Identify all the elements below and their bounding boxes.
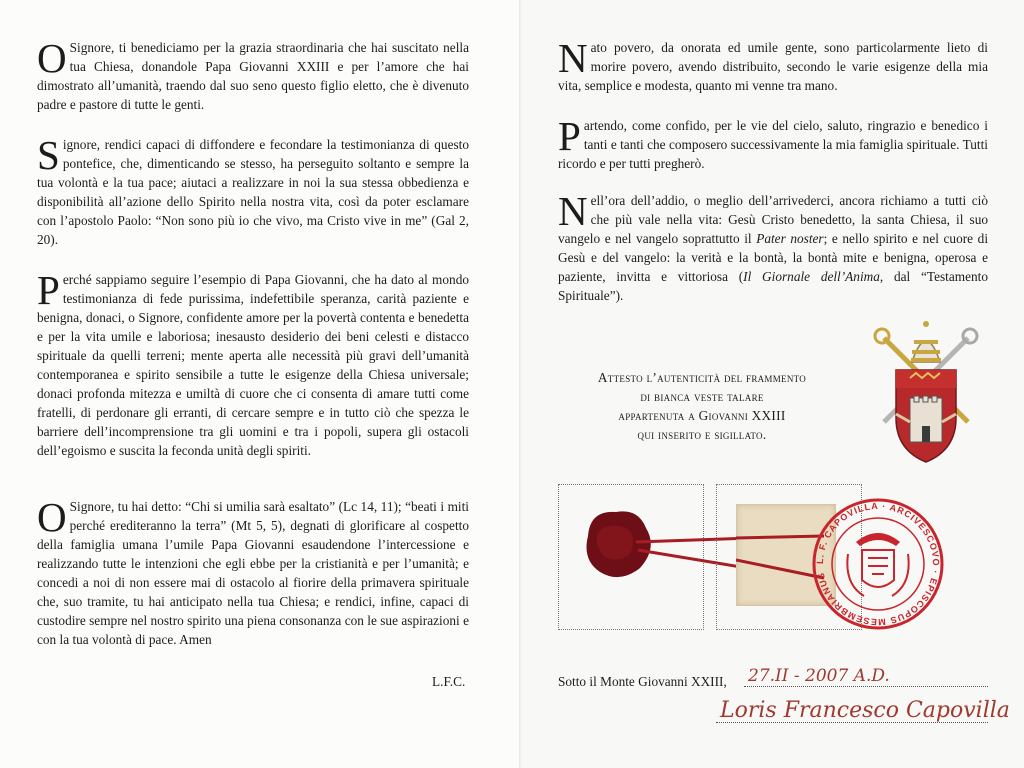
prayer-paragraph-3 <box>37 267 469 460</box>
author-initials: L.F.C. <box>432 674 466 689</box>
italic-title: Il Giornale dell’Anima <box>743 269 880 284</box>
testament-paragraph-2 <box>558 113 988 173</box>
drop-cap: N <box>558 35 588 81</box>
paragraph-text: artendo, come confido, per le vie del cielo, saluto, ringrazio e benedico i tanti e tanti che composero successivamente la mia famiglia spirituale. Tutti ricordo e per tutti pregherò. <box>558 118 988 171</box>
place-label: Sotto il Monte Giovanni XXIII, <box>558 674 727 689</box>
paragraph-text: ignore, rendici capaci di diffondere e fecondare la testimonianza di questo pontefice, che, dimenticando se stesso, ha perseguito soltanto e sempre la tua volontà e la tua pace; aiutaci a realizzare in noi la sua stessa obbedienza e disponibilità all’azione dello Spirito nella nostra vita, così da poter esclamare con l’apostolo Paolo: “Non sono più io che vivo, ma Cristo vive in me” (Gal 2, 20). <box>37 137 469 247</box>
drop-cap: O <box>37 494 67 540</box>
date-line <box>744 686 988 687</box>
official-stamp-icon <box>808 494 948 634</box>
drop-cap: O <box>37 35 67 81</box>
testament-paragraph-3 <box>558 188 989 305</box>
stamp-text: L. F. CAPOVILLA · ARCIVESCOVO · EPISCOPUS MESEMBRIANUS <box>814 500 942 628</box>
attest-line: di bianca veste talare <box>640 389 764 404</box>
drop-cap: P <box>37 267 60 313</box>
italic-title: Pater noster <box>756 231 824 246</box>
drop-cap: P <box>558 113 581 159</box>
attest-line: Attesto l’autenticità del frammento <box>597 370 807 385</box>
drop-cap: N <box>558 188 588 234</box>
page-fold <box>519 0 521 768</box>
testament-paragraph-1 <box>558 35 988 95</box>
paragraph-text: ; e nello spirito e nel cuore di Gesù e del vangelo: la verità e la bontà, la bontà mite e benigna, operosa e paziente, invitta e vittoriosa ( <box>558 231 989 284</box>
handwritten-date: 27.II - 2007 A.D. <box>748 666 890 686</box>
handwritten-signature: Loris Francesco Capovilla <box>720 698 1010 723</box>
paragraph-text: ato povero, da onorata ed umile gente, sono particolarmente lieto di morire povero, avendo distribuito, secondo le varie esigenze della mia vita, semplice e modesta, quanto mi venne tra mano. <box>558 40 988 93</box>
paragraph-text: Signore, tu hai detto: “Chi si umilia sarà esaltato” (Lc 14, 11); “beati i miti perché erediteranno la terra” (Mt 5, 5), degnati di glorificare al cospetto della famiglia umana l’umile Papa Giovanni esaudendone l’intercessione e realizzando tutte le intenzioni che egli ebbe per la cristianità e per l’umanità; e concedi a noi di non essere mai di ostacolo al fiorire della primavera spirituale che, suo tramite, tu hai anticipato nella tua Chiesa; e rendici, infine, capaci di custodire sempre nel nostro spirito una piena consonanza con le sue aspirazioni e con la tua volontà di pace. Amen <box>37 499 469 647</box>
attest-line: appartenuta a Giovanni XXIII <box>618 408 786 423</box>
paragraph-text: ell’ora dell’addio, o meglio dell’arrivederci, ancora richiamo a tutti ciò che più vale nella vita: Gesù Cristo benedetto, la santa Chiesa, il suo vangelo e nel vangelo soprattutto il <box>558 193 988 246</box>
papal-coat-of-arms-icon <box>872 318 980 464</box>
paragraph-text: Signore, ti benediciamo per la grazia straordinaria che hai suscitato nella tua Chiesa, donandole Papa Giovanni XXIII e per l’amore che hai dimostrato all’umanità, traendo dal suo seno questo figlio eletto, che è divenuto padre e pastore di tutte le genti. <box>37 40 469 112</box>
authenticity-statement <box>560 368 844 444</box>
paragraph-text: , dal “Testamento Spirituale”). <box>558 269 988 303</box>
drop-cap: S <box>37 132 60 178</box>
paragraph-text: erché sappiamo seguire l’esempio di Papa Giovanni, che ha dato al mondo testimonianza di fede purissima, indefettibile speranza, carità paziente e benigna, donaci, o Signore, confidente amore per la povertà contenta e benedetta e per la vita umile e laboriosa; inesausto desiderio dei beni celesti e distacco spirituale da quelli terreni; mente aperta alle necessità più gravi dell’umanità contemporanea e spirito sensibile a tutte le esigenze della Chiesa universale; donaci profonda mitezza e umiltà di cuore che ci consenta di amare tutti come fratelli, di perdonare gli erranti, di cercare sempre e in tutto ciò che spezza le barriere dell’incomprensione tra gli uomini e tra i popoli, supera gli ostacoli dell’egoismo e suscita la feconda unità degli spiriti. <box>37 272 469 458</box>
prayer-paragraph-2 <box>37 132 469 249</box>
svg-text:L. F. CAPOVILLA · ARCIVESCOVO <box>815 501 941 627</box>
attest-line: qui inserito e sigillato. <box>637 427 767 442</box>
prayer-paragraph-4 <box>37 494 469 649</box>
prayer-paragraph-1 <box>37 35 469 114</box>
